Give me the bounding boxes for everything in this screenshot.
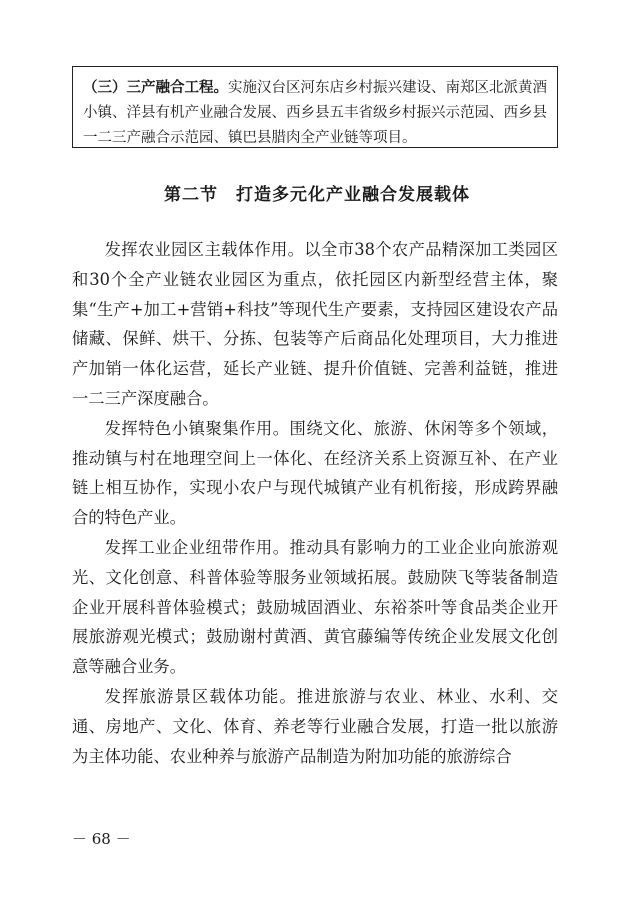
paragraph [72,533,558,682]
paragraph [72,414,558,533]
paragraph-text: 推进旅游与农业、林业、水利、交通、房地产、文化、体育、养老等行业融合发展，打造一批以旅游为主体功能、农业种养与旅游产品制造为附加功能的旅游综合 [72,686,558,766]
paragraph-lead: 发挥工业企业纽带作用。 [104,537,290,557]
body-text [72,235,558,771]
paragraph-text: 推动具有影响力的工业企业向旅游观光、文化创意、科普体验等服务业领域拓展。鼓励陕飞等装备制造企业开展科普体验模式；鼓励城固酒业、东裕茶叶等食品类企业开展旅游观光模式；鼓励谢村黄酒、黄官藤编等传统企业发展文化创意等融合业务。 [72,537,558,677]
page-number: － 68 － [72,830,131,848]
box-heading: （三）三产融合工程。 [83,79,228,96]
paragraph-lead: 发挥农业园区主载体作用。 [104,240,305,259]
highlight-box [72,66,558,148]
section-title: 第二节 打造多元化产业融合发展载体 [164,185,470,205]
paragraph-lead: 发挥特色小镇聚集作用。 [104,418,290,438]
paragraph [72,682,558,771]
paragraph [72,235,558,414]
paragraph-text: 围绕文化、旅游、休闲等多个领域，推动镇与村在地理空间上一体化、在经济关系上资源互补、在产业链上相互协作，实现小农户与现代城镇产业有机衔接，形成跨界融合的特色产业。 [72,418,558,528]
box-text: 实施汉台区河东店乡村振兴建设、南郑区北派黄酒小镇、洋县有机产业融合发展、西乡县五丰省级乡村振兴示范园、西乡县一二三产融合示范园、镇巴县腊肉全产业链等项目。 [83,80,547,146]
paragraph-lead: 发挥旅游景区载体功能。 [104,686,297,706]
paragraph-text: 以全市38个农产品精深加工类园区和30个全产业链农业园区为重点，依托园区内新型经营主体，聚集“生产+加工+营销+科技”等现代生产要素，支持园区建设农产品储藏、保鲜、烘干、分拣、包装等产后商品化处理项目，大力推进产加销一体化运营，延长产业链、提升价值链、完善利益链，推进一二三产深度融合。 [72,240,558,408]
